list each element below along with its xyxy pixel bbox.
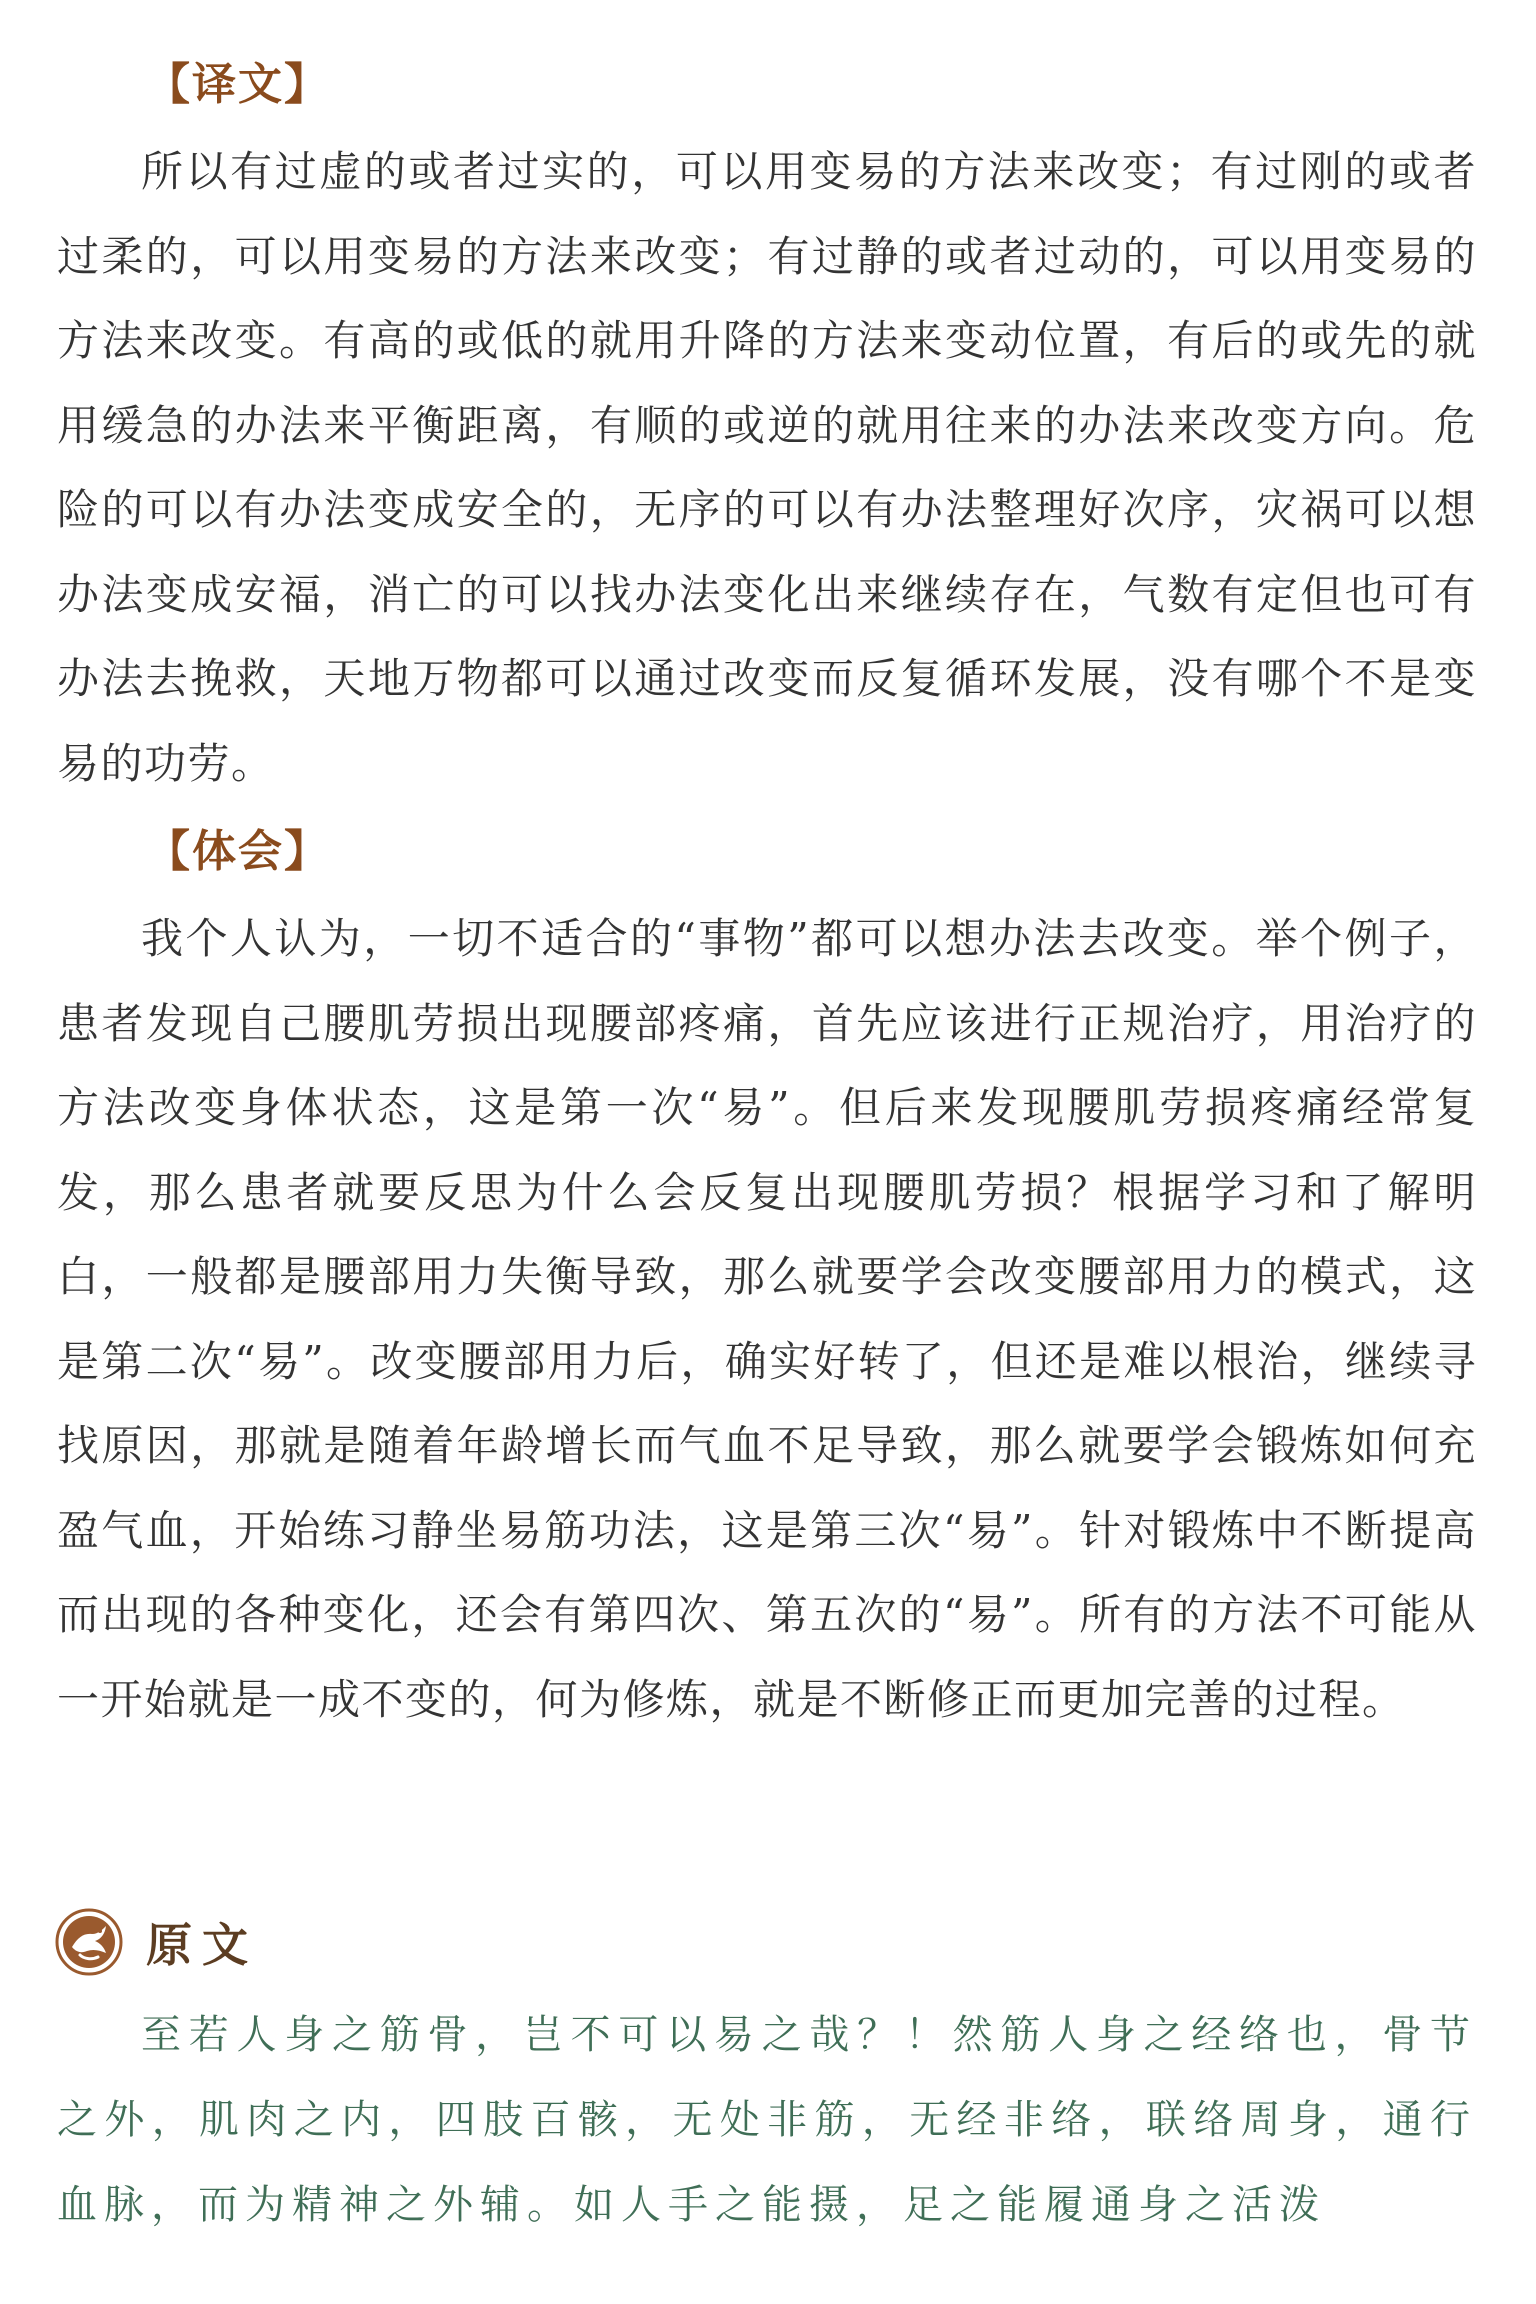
reflection-paragraph: 我个人认为，一切不适合的“事物”都可以想办法去改变。举个例子，患者发现自己腰肌劳损出现腰部疼痛，首先应该进行正规治疗，用治疗的方法改变身体状态，这是第一次“易”。但后来发现腰肌劳损疼痛经常复发，那么患者就要反思为什么会反复出现腰肌劳损？根据学习和了解明白，一般都是腰部用力失衡导致，那么就要学会改变腰部用力的模式，这是第二次“易”。改变腰部用力后，确实好转了，但还是难以根治，继续寻找原因，那就是随着年龄增长而气血不足导致，那么就要学会锻炼如何充盈气血，开始练习静坐易筋功法，这是第三次“易”。针对锻炼中不断提高而出现的各种变化，还会有第四次、第五次的“易”。所有的方法不可能从一开始就是一成不变的，何为修炼，就是不断修正而更加完善的过程。 [57, 914, 1477, 1724]
translation-paragraph: 所以有过虚的或者过实的，可以用变易的方法来改变；有过刚的或者过柔的，可以用变易的方法来改变；有过静的或者过动的，可以用变易的方法来改变。有高的或低的就用升降的方法来变动位置，有后的或先的就用缓急的办法来平衡距离，有顺的或逆的就用往来的办法来改变方向。危险的可以有办法变成安全的，无序的可以有办法整理好次序，灾祸可以想办法变成安福，消亡的可以找办法变化出来继续存在，气数有定但也可有办法去挽救，天地万物都可以通过改变而反复循环发展，没有哪个不是变易的功劳。 [57, 147, 1477, 788]
original-section-title [54, 1905, 258, 1979]
original-classical-text: 至若人身之筋骨，岂不可以易之哉？！然筋人身之经络也，骨节之外，肌肉之内，四肢百骸，无处非筋，无经非络，联络周身，通行血脉，而为精神之外辅。如人手之能摄，足之能履通身之活泼 [57, 2012, 1477, 2228]
reflection-heading: 【体会】 [146, 826, 330, 877]
translation-heading: 【译文】 [146, 59, 330, 110]
original-title: 原文 [146, 1918, 258, 1972]
seal-emblem-icon [54, 1907, 124, 1977]
